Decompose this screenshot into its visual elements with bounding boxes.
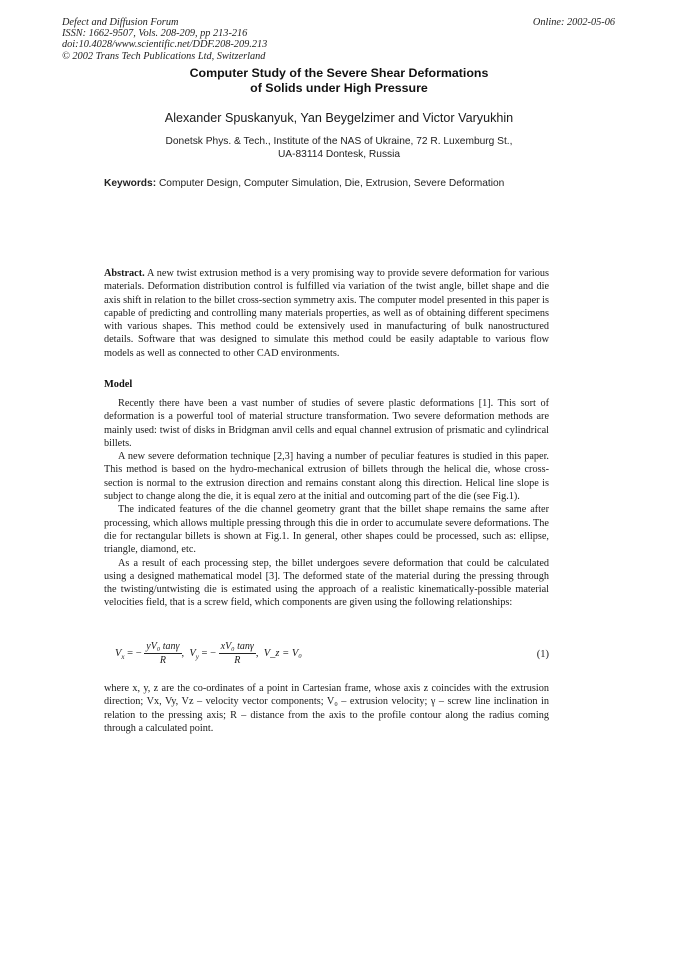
affiliation (0, 135, 678, 161)
model-section (104, 397, 549, 610)
copyright-line: © 2002 Trans Tech Publications Ltd, Switzerland (62, 50, 266, 62)
eq-vy-denominator: R (234, 655, 241, 666)
section-heading-model: Model (104, 379, 133, 390)
abstract (104, 267, 549, 360)
eq-vy-numerator: xV₀ tanγ (220, 641, 254, 652)
keywords-text: Computer Design, Computer Simulation, Die, Extrusion, Severe Deformation (158, 178, 505, 189)
eq-vx-sub: x (121, 653, 125, 661)
authors: Alexander Spuskanyuk, Yan Beygelzimer and Victor Varyukhin (164, 111, 514, 125)
affiliation-line-1: Donetsk Phys. & Tech., Institute of the NAS of Ukraine, 72 R. Luxemburg St., (165, 136, 513, 147)
equation-explanation (104, 682, 549, 735)
keywords (104, 178, 584, 189)
eq-equals-minus-1: = − (127, 647, 142, 659)
eq-fraction-vx (144, 641, 181, 666)
equation-1 (115, 635, 549, 673)
affiliation-line-2: UA-83114 Dontesk, Russia (277, 149, 401, 161)
doi-line: doi:10.4028/www.scientific.net/DDF.208-209.213 (62, 39, 268, 51)
abstract-text: A new twist extrusion method is a very promising way to provide severe deformation for various materials. Deformation distribution control is fulfilled via variation of the twist angle, billet shape and die axis shift in relation to the billet cross-section symmetry axis. The computer model presented in this paper is capable of predicting and controlling many materials properties, as well as of obtaining different specimens with various shapes. This method could be extensively used in manufacturing of bulk nanostructured details. Software that was designed to simulate this method could be easily adaptable to various flow models as well as connected to other CAD environments. (104, 268, 549, 359)
eq-vx-symbol: V (115, 647, 122, 659)
abstract-label: Abstract. (104, 268, 145, 279)
journal-header (62, 17, 267, 62)
eq-fraction-vy (219, 641, 256, 666)
issn-line: ISSN: 1662-9507, Vols. 208-209, pp 213-216 (62, 28, 248, 40)
after-equation-text: where x, y, z are the co-ordinates of a point in Cartesian frame, whose axis z coincides with the extrusion direction; Vx, Vy, Vz – velocity vector components; V₀ – extrusion velocity; γ – screw line inclination in relation to the pressing axis; R – distance from the axis to the profile contour along the radius coming through a calculated point. (104, 683, 549, 734)
eq-vx-denominator: R (159, 655, 166, 666)
title-line-2: of Solids under High Pressure (250, 81, 428, 96)
journal-name: Defect and Diffusion Forum (62, 17, 179, 28)
eq-comma-1: , (181, 647, 185, 659)
online-date: Online: 2002-05-06 (532, 17, 615, 28)
eq-comma-2: , (255, 647, 259, 659)
model-paragraph-2: A new severe deformation technique [2,3] having a number of peculiar features is studied in this paper. This method is based on the hydro-mechanical extrusion of billets through the helical die, whose cross-section is normal to the extrusion direction and remains constant along this direction. Helical line slope is subject to change along the die, it is equal zero at the initial and outcoming part of the die (see Fig.1). (104, 451, 549, 503)
eq-vy-symbol: V (189, 647, 196, 659)
eq-vx-numerator: yV₀ tanγ (146, 641, 180, 652)
model-paragraph-1: Recently there have been a vast number of studies of severe plastic deformations [1]. This sort of deformation is a powerful tool of material structure transformation. Two severe deformation methods are mainly used: twist of disks in Bridgman anvil cells and equal channel extrusion of prismatic and cylindrical billets. (104, 398, 549, 449)
paper-title (0, 66, 678, 97)
eq-equals-minus-2: = − (201, 647, 216, 659)
keywords-label: Keywords: (104, 178, 157, 189)
eq-vz: V_z = V₀ (263, 647, 302, 659)
model-paragraph-3: The indicated features of the die channel geometry grant that the billet shape remains the same after processing, which allows multiple pressing through this die in order to accumulate severe deformations. The die for rectangular billets is shown at Fig.1. In general, other shapes could be processed, such as: ellipse, triangle, diamond, etc. (104, 504, 549, 556)
equation-number: (1) (536, 649, 549, 660)
eq-vy-sub: y (195, 653, 199, 661)
model-paragraph-4: As a result of each processing step, the billet undergoes severe deformation that could be calculated using a designed mathematical model [3]. The deformed state of the material during the pressing through the twisting/untwisting die is estimated using the approach of a realistic kinematically-possible material velocities field, that is a screw field, which components are given using the following relationships: (104, 557, 549, 609)
title-line-1: Computer Study of the Severe Shear Deformations (189, 66, 489, 80)
